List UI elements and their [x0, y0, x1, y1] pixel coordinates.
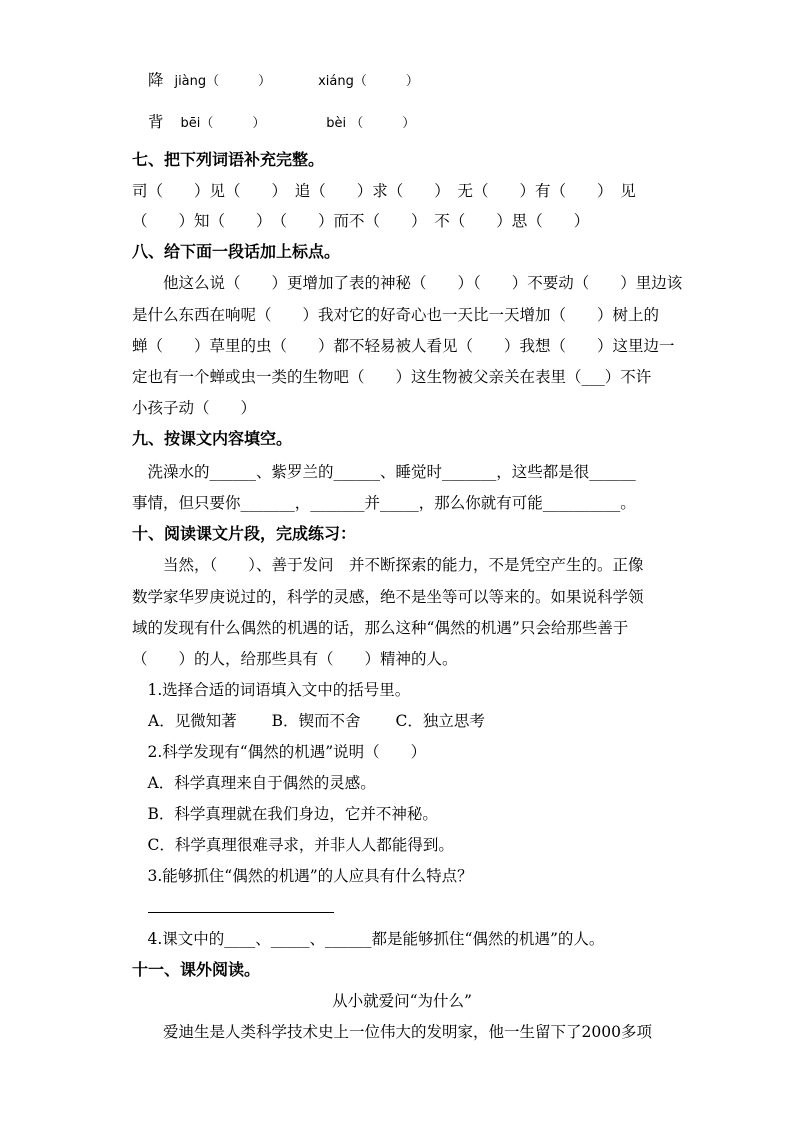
section-10-title: 十、阅读课文片段，完成练习：: [132, 524, 357, 543]
section-8-line-3: 蝉（ ）草里的虫（ ）都不轻易被人看见（ ）我想（ ）这里边一: [132, 337, 675, 355]
passage-line-2: 数学家华罗庚说过的，科学的灵感，绝不是坐等可以等来的。如果说科学领: [132, 588, 644, 606]
story-title: 从小就爱问“为什么”: [332, 992, 472, 1010]
question-1: 1.选择合适的词语填入文中的括号里。: [132, 681, 411, 699]
section-9-line-1: 洗澡水的______、紫罗兰的______、睡觉时_______，这些都是很______: [132, 463, 636, 481]
section-9-title: 九、按课文内容填空。: [132, 429, 293, 448]
section-8-title: 八、给下面一段话加上标点。: [132, 242, 341, 261]
option-a: A．见微知著: [148, 712, 237, 730]
passage-line-1: 当然，（ ）、善于发问 并不断探索的能力，不是凭空产生的。正像: [132, 556, 644, 574]
pinyin-blank-1: jiàng（ ）: [174, 74, 272, 89]
character: 背: [148, 113, 164, 131]
pinyin-blank-1: bēi（ ）: [180, 116, 266, 131]
character: 降: [148, 71, 164, 89]
option-c: C．独立思考: [395, 712, 485, 730]
passage-line-4: （ ）的人，给那些具有（ ）精神的人。: [132, 650, 458, 668]
question-2-option-a: A．科学真理来自于偶然的灵感。: [132, 774, 376, 792]
section-7-title: 七、把下列词语补充完整。: [132, 150, 325, 169]
section-8-line-1: 他这么说（ ）更增加了表的神秘（ ）（ ）不要动（ ）里边该: [132, 274, 683, 292]
question-2-option-b: B．科学真理就在我们身边，它并不神秘。: [132, 805, 438, 823]
pinyin-blank-2: bèi （ ）: [326, 116, 416, 131]
question-3: 3.能够抓住“偶然的机遇”的人应具有什么特点？: [132, 867, 473, 885]
section-8-line-5: 小孩子动（ ）: [132, 399, 257, 417]
question-2: 2.科学发现有“偶然的机遇”说明（ ）: [132, 743, 427, 761]
question-1-options: [148, 711, 688, 731]
answer-line: [148, 912, 334, 913]
section-8-line-2: 是什么东西在响呢（ ）我对它的好奇心也一天比一天增加（ ）树上的: [132, 306, 660, 324]
story-line-1: 爱迪生是人类科学技术史上一位伟大的发明家，他一生留下了2000多项: [132, 1023, 652, 1041]
section-11-title: 十一、课外阅读。: [132, 960, 261, 979]
pinyin-row-bei: [148, 112, 688, 134]
passage-line-3: 域的发现有什么偶然的机遇的话，那么这种“偶然的机遇”只会给那些善于: [132, 619, 629, 637]
option-b: B．锲而不舍: [271, 712, 361, 730]
section-7-line-2: （ ）知（ ） （ ）而不（ ） 不（ ）思（ ）: [132, 212, 590, 230]
question-4: 4.课文中的____、_____、______都是能够抓住“偶然的机遇”的人。: [132, 930, 605, 948]
section-7-line-1: 司（ ）见（ ） 追（ ）求（ ） 无（ ）有（ ） 见: [132, 182, 636, 200]
question-2-option-c: C．科学真理很难寻求，并非人人都能得到。: [132, 836, 454, 854]
pinyin-row-jiang: [148, 70, 688, 92]
section-9-line-2: 事情，但只要你_______，_______并_____，那么你就有可能__________。: [132, 494, 636, 512]
section-8-line-4: 定也有一个蝉或虫一类的生物吧（ ）这生物被父亲关在表里（___）不许: [132, 368, 652, 386]
pinyin-blank-2: xiáng（ ）: [318, 74, 419, 89]
